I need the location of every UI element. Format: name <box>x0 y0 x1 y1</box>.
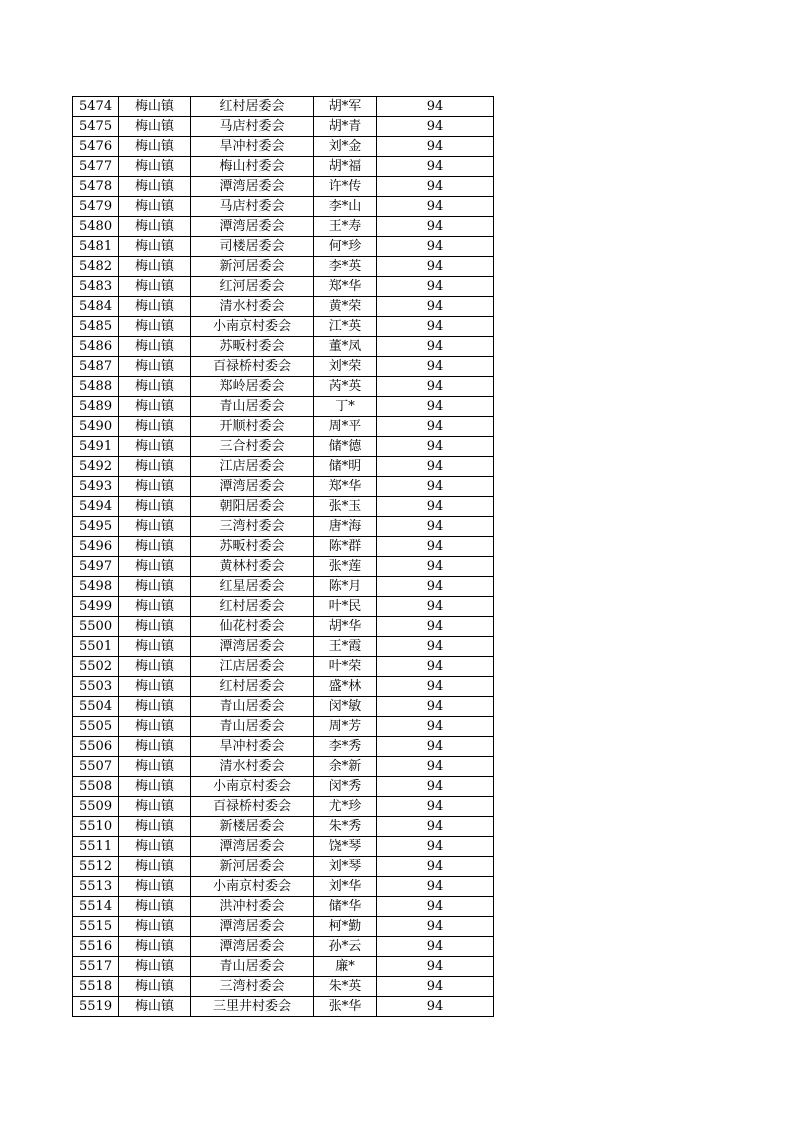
person-name-cell: 李*秀 <box>314 737 377 757</box>
person-name-cell: 储*华 <box>314 897 377 917</box>
score-cell: 94 <box>377 937 494 957</box>
person-name-cell: 何*珍 <box>314 237 377 257</box>
table-row <box>73 277 494 297</box>
person-name-cell: 陈*群 <box>314 537 377 557</box>
table-row <box>73 97 494 117</box>
row-number: 5495 <box>73 517 119 537</box>
score-cell: 94 <box>377 857 494 877</box>
table-row <box>73 297 494 317</box>
score-cell: 94 <box>377 417 494 437</box>
score-cell: 94 <box>377 737 494 757</box>
person-name-cell: 李*山 <box>314 197 377 217</box>
town-cell: 梅山镇 <box>119 557 191 577</box>
person-name-cell: 周*平 <box>314 417 377 437</box>
score-cell: 94 <box>377 357 494 377</box>
score-cell: 94 <box>377 97 494 117</box>
town-cell: 梅山镇 <box>119 877 191 897</box>
row-number: 5494 <box>73 497 119 517</box>
table-row <box>73 217 494 237</box>
table-row <box>73 757 494 777</box>
row-number: 5474 <box>73 97 119 117</box>
town-cell: 梅山镇 <box>119 217 191 237</box>
committee-cell: 小南京村委会 <box>191 877 314 897</box>
committee-cell: 红河居委会 <box>191 277 314 297</box>
person-name-cell: 叶*民 <box>314 597 377 617</box>
row-number: 5499 <box>73 597 119 617</box>
table-row <box>73 837 494 857</box>
table-row <box>73 137 494 157</box>
row-number: 5478 <box>73 177 119 197</box>
table-row <box>73 157 494 177</box>
table-row <box>73 537 494 557</box>
committee-cell: 司楼居委会 <box>191 237 314 257</box>
roster-table <box>72 96 494 1017</box>
town-cell: 梅山镇 <box>119 237 191 257</box>
row-number: 5497 <box>73 557 119 577</box>
row-number: 5509 <box>73 797 119 817</box>
table-row <box>73 477 494 497</box>
town-cell: 梅山镇 <box>119 977 191 997</box>
town-cell: 梅山镇 <box>119 697 191 717</box>
town-cell: 梅山镇 <box>119 597 191 617</box>
row-number: 5503 <box>73 677 119 697</box>
score-cell: 94 <box>377 777 494 797</box>
row-number: 5489 <box>73 397 119 417</box>
table-row <box>73 717 494 737</box>
row-number: 5518 <box>73 977 119 997</box>
town-cell: 梅山镇 <box>119 497 191 517</box>
person-name-cell: 储*明 <box>314 457 377 477</box>
committee-cell: 旱冲村委会 <box>191 137 314 157</box>
table-row <box>73 897 494 917</box>
town-cell: 梅山镇 <box>119 517 191 537</box>
person-name-cell: 张*莲 <box>314 557 377 577</box>
table-row <box>73 437 494 457</box>
person-name-cell: 柯*勤 <box>314 917 377 937</box>
table-row <box>73 377 494 397</box>
score-cell: 94 <box>377 977 494 997</box>
table-row <box>73 457 494 477</box>
committee-cell: 梅山村委会 <box>191 157 314 177</box>
score-cell: 94 <box>377 277 494 297</box>
town-cell: 梅山镇 <box>119 857 191 877</box>
town-cell: 梅山镇 <box>119 797 191 817</box>
score-cell: 94 <box>377 177 494 197</box>
town-cell: 梅山镇 <box>119 677 191 697</box>
row-number: 5502 <box>73 657 119 677</box>
table-row <box>73 397 494 417</box>
table-row <box>73 997 494 1017</box>
score-cell: 94 <box>377 157 494 177</box>
table-row <box>73 977 494 997</box>
score-cell: 94 <box>377 897 494 917</box>
committee-cell: 清水村委会 <box>191 297 314 317</box>
committee-cell: 旱冲村委会 <box>191 737 314 757</box>
town-cell: 梅山镇 <box>119 657 191 677</box>
town-cell: 梅山镇 <box>119 837 191 857</box>
town-cell: 梅山镇 <box>119 157 191 177</box>
committee-cell: 马店村委会 <box>191 117 314 137</box>
person-name-cell: 王*霞 <box>314 637 377 657</box>
score-cell: 94 <box>377 757 494 777</box>
row-number: 5519 <box>73 997 119 1017</box>
person-name-cell: 饶*琴 <box>314 837 377 857</box>
committee-cell: 红星居委会 <box>191 577 314 597</box>
table-row <box>73 697 494 717</box>
town-cell: 梅山镇 <box>119 917 191 937</box>
score-cell: 94 <box>377 817 494 837</box>
row-number: 5475 <box>73 117 119 137</box>
person-name-cell: 周*芳 <box>314 717 377 737</box>
committee-cell: 江店居委会 <box>191 657 314 677</box>
table-row <box>73 197 494 217</box>
row-number: 5491 <box>73 437 119 457</box>
town-cell: 梅山镇 <box>119 617 191 637</box>
score-cell: 94 <box>377 717 494 737</box>
town-cell: 梅山镇 <box>119 317 191 337</box>
town-cell: 梅山镇 <box>119 937 191 957</box>
score-cell: 94 <box>377 797 494 817</box>
town-cell: 梅山镇 <box>119 297 191 317</box>
committee-cell: 郑岭居委会 <box>191 377 314 397</box>
table-row <box>73 317 494 337</box>
table-row <box>73 817 494 837</box>
table-row <box>73 737 494 757</box>
person-name-cell: 朱*秀 <box>314 817 377 837</box>
town-cell: 梅山镇 <box>119 177 191 197</box>
row-number: 5481 <box>73 237 119 257</box>
person-name-cell: 芮*英 <box>314 377 377 397</box>
row-number: 5482 <box>73 257 119 277</box>
committee-cell: 潭湾居委会 <box>191 837 314 857</box>
row-number: 5517 <box>73 957 119 977</box>
score-cell: 94 <box>377 517 494 537</box>
town-cell: 梅山镇 <box>119 137 191 157</box>
row-number: 5516 <box>73 937 119 957</box>
row-number: 5488 <box>73 377 119 397</box>
committee-cell: 三合村委会 <box>191 437 314 457</box>
table-row <box>73 777 494 797</box>
table-row <box>73 577 494 597</box>
score-cell: 94 <box>377 697 494 717</box>
row-number: 5490 <box>73 417 119 437</box>
committee-cell: 潭湾居委会 <box>191 177 314 197</box>
town-cell: 梅山镇 <box>119 757 191 777</box>
committee-cell: 红村居委会 <box>191 597 314 617</box>
town-cell: 梅山镇 <box>119 477 191 497</box>
score-cell: 94 <box>377 377 494 397</box>
town-cell: 梅山镇 <box>119 277 191 297</box>
row-number: 5498 <box>73 577 119 597</box>
person-name-cell: 郑*华 <box>314 477 377 497</box>
committee-cell: 洪冲村委会 <box>191 897 314 917</box>
person-name-cell: 胡*军 <box>314 97 377 117</box>
person-name-cell: 余*新 <box>314 757 377 777</box>
committee-cell: 小南京村委会 <box>191 777 314 797</box>
score-cell: 94 <box>377 497 494 517</box>
person-name-cell: 胡*青 <box>314 117 377 137</box>
row-number: 5506 <box>73 737 119 757</box>
town-cell: 梅山镇 <box>119 737 191 757</box>
person-name-cell: 董*凤 <box>314 337 377 357</box>
committee-cell: 新河居委会 <box>191 257 314 277</box>
row-number: 5505 <box>73 717 119 737</box>
committee-cell: 潭湾居委会 <box>191 637 314 657</box>
table-row <box>73 237 494 257</box>
table-row <box>73 877 494 897</box>
committee-cell: 青山居委会 <box>191 957 314 977</box>
person-name-cell: 王*寿 <box>314 217 377 237</box>
committee-cell: 苏畈村委会 <box>191 337 314 357</box>
person-name-cell: 闵*敏 <box>314 697 377 717</box>
committee-cell: 黄林村委会 <box>191 557 314 577</box>
row-number: 5486 <box>73 337 119 357</box>
person-name-cell: 胡*华 <box>314 617 377 637</box>
town-cell: 梅山镇 <box>119 997 191 1017</box>
table-row <box>73 797 494 817</box>
table-row <box>73 657 494 677</box>
committee-cell: 三里井村委会 <box>191 997 314 1017</box>
row-number: 5496 <box>73 537 119 557</box>
person-name-cell: 尤*珍 <box>314 797 377 817</box>
score-cell: 94 <box>377 137 494 157</box>
row-number: 5515 <box>73 917 119 937</box>
town-cell: 梅山镇 <box>119 637 191 657</box>
row-number: 5514 <box>73 897 119 917</box>
committee-cell: 三湾村委会 <box>191 977 314 997</box>
committee-cell: 开顺村委会 <box>191 417 314 437</box>
row-number: 5484 <box>73 297 119 317</box>
score-cell: 94 <box>377 637 494 657</box>
town-cell: 梅山镇 <box>119 97 191 117</box>
score-cell: 94 <box>377 877 494 897</box>
row-number: 5480 <box>73 217 119 237</box>
town-cell: 梅山镇 <box>119 577 191 597</box>
table-row <box>73 637 494 657</box>
committee-cell: 潭湾居委会 <box>191 937 314 957</box>
score-cell: 94 <box>377 597 494 617</box>
person-name-cell: 盛*林 <box>314 677 377 697</box>
row-number: 5507 <box>73 757 119 777</box>
town-cell: 梅山镇 <box>119 257 191 277</box>
person-name-cell: 张*玉 <box>314 497 377 517</box>
person-name-cell: 郑*华 <box>314 277 377 297</box>
score-cell: 94 <box>377 197 494 217</box>
row-number: 5512 <box>73 857 119 877</box>
person-name-cell: 储*德 <box>314 437 377 457</box>
table-row <box>73 337 494 357</box>
person-name-cell: 刘*金 <box>314 137 377 157</box>
score-cell: 94 <box>377 557 494 577</box>
committee-cell: 潭湾居委会 <box>191 917 314 937</box>
person-name-cell: 黄*荣 <box>314 297 377 317</box>
person-name-cell: 李*英 <box>314 257 377 277</box>
score-cell: 94 <box>377 237 494 257</box>
table-row <box>73 617 494 637</box>
row-number: 5487 <box>73 357 119 377</box>
committee-cell: 清水村委会 <box>191 757 314 777</box>
committee-cell: 红村居委会 <box>191 97 314 117</box>
person-name-cell: 江*英 <box>314 317 377 337</box>
person-name-cell: 唐*海 <box>314 517 377 537</box>
person-name-cell: 张*华 <box>314 997 377 1017</box>
score-cell: 94 <box>377 957 494 977</box>
row-number: 5504 <box>73 697 119 717</box>
town-cell: 梅山镇 <box>119 717 191 737</box>
table-row <box>73 517 494 537</box>
table-row <box>73 257 494 277</box>
score-cell: 94 <box>377 917 494 937</box>
town-cell: 梅山镇 <box>119 537 191 557</box>
person-name-cell: 廉* <box>314 957 377 977</box>
score-cell: 94 <box>377 837 494 857</box>
score-cell: 94 <box>377 677 494 697</box>
table-row <box>73 497 494 517</box>
person-name-cell: 刘*荣 <box>314 357 377 377</box>
committee-cell: 三湾村委会 <box>191 517 314 537</box>
town-cell: 梅山镇 <box>119 117 191 137</box>
roster-body <box>73 97 494 1017</box>
committee-cell: 仙花村委会 <box>191 617 314 637</box>
person-name-cell: 丁* <box>314 397 377 417</box>
score-cell: 94 <box>377 537 494 557</box>
town-cell: 梅山镇 <box>119 437 191 457</box>
committee-cell: 江店居委会 <box>191 457 314 477</box>
person-name-cell: 闵*秀 <box>314 777 377 797</box>
committee-cell: 青山居委会 <box>191 697 314 717</box>
person-name-cell: 叶*荣 <box>314 657 377 677</box>
score-cell: 94 <box>377 217 494 237</box>
town-cell: 梅山镇 <box>119 777 191 797</box>
town-cell: 梅山镇 <box>119 817 191 837</box>
row-number: 5485 <box>73 317 119 337</box>
person-name-cell: 刘*琴 <box>314 857 377 877</box>
committee-cell: 小南京村委会 <box>191 317 314 337</box>
score-cell: 94 <box>377 577 494 597</box>
row-number: 5510 <box>73 817 119 837</box>
person-name-cell: 朱*英 <box>314 977 377 997</box>
score-cell: 94 <box>377 657 494 677</box>
row-number: 5477 <box>73 157 119 177</box>
score-cell: 94 <box>377 457 494 477</box>
committee-cell: 青山居委会 <box>191 397 314 417</box>
table-row <box>73 177 494 197</box>
table-row <box>73 917 494 937</box>
row-number: 5500 <box>73 617 119 637</box>
committee-cell: 百禄桥村委会 <box>191 357 314 377</box>
row-number: 5483 <box>73 277 119 297</box>
committee-cell: 新楼居委会 <box>191 817 314 837</box>
committee-cell: 百禄桥村委会 <box>191 797 314 817</box>
committee-cell: 苏畈村委会 <box>191 537 314 557</box>
person-name-cell: 刘*华 <box>314 877 377 897</box>
score-cell: 94 <box>377 317 494 337</box>
town-cell: 梅山镇 <box>119 377 191 397</box>
person-name-cell: 孙*云 <box>314 937 377 957</box>
table-row <box>73 357 494 377</box>
town-cell: 梅山镇 <box>119 957 191 977</box>
row-number: 5476 <box>73 137 119 157</box>
score-cell: 94 <box>377 337 494 357</box>
committee-cell: 马店村委会 <box>191 197 314 217</box>
table-row <box>73 857 494 877</box>
table-row <box>73 417 494 437</box>
person-name-cell: 许*传 <box>314 177 377 197</box>
score-cell: 94 <box>377 117 494 137</box>
score-cell: 94 <box>377 617 494 637</box>
committee-cell: 朝阳居委会 <box>191 497 314 517</box>
row-number: 5501 <box>73 637 119 657</box>
table-row <box>73 597 494 617</box>
town-cell: 梅山镇 <box>119 197 191 217</box>
committee-cell: 新河居委会 <box>191 857 314 877</box>
row-number: 5513 <box>73 877 119 897</box>
table-row <box>73 937 494 957</box>
town-cell: 梅山镇 <box>119 397 191 417</box>
committee-cell: 潭湾居委会 <box>191 477 314 497</box>
town-cell: 梅山镇 <box>119 457 191 477</box>
table-row <box>73 557 494 577</box>
table-row <box>73 117 494 137</box>
town-cell: 梅山镇 <box>119 337 191 357</box>
score-cell: 94 <box>377 397 494 417</box>
score-cell: 94 <box>377 477 494 497</box>
committee-cell: 潭湾居委会 <box>191 217 314 237</box>
row-number: 5511 <box>73 837 119 857</box>
table-row <box>73 957 494 977</box>
score-cell: 94 <box>377 257 494 277</box>
person-name-cell: 陈*月 <box>314 577 377 597</box>
row-number: 5492 <box>73 457 119 477</box>
person-name-cell: 胡*福 <box>314 157 377 177</box>
committee-cell: 红村居委会 <box>191 677 314 697</box>
score-cell: 94 <box>377 997 494 1017</box>
table-row <box>73 677 494 697</box>
town-cell: 梅山镇 <box>119 897 191 917</box>
row-number: 5508 <box>73 777 119 797</box>
row-number: 5493 <box>73 477 119 497</box>
score-cell: 94 <box>377 297 494 317</box>
committee-cell: 青山居委会 <box>191 717 314 737</box>
town-cell: 梅山镇 <box>119 417 191 437</box>
town-cell: 梅山镇 <box>119 357 191 377</box>
score-cell: 94 <box>377 437 494 457</box>
row-number: 5479 <box>73 197 119 217</box>
